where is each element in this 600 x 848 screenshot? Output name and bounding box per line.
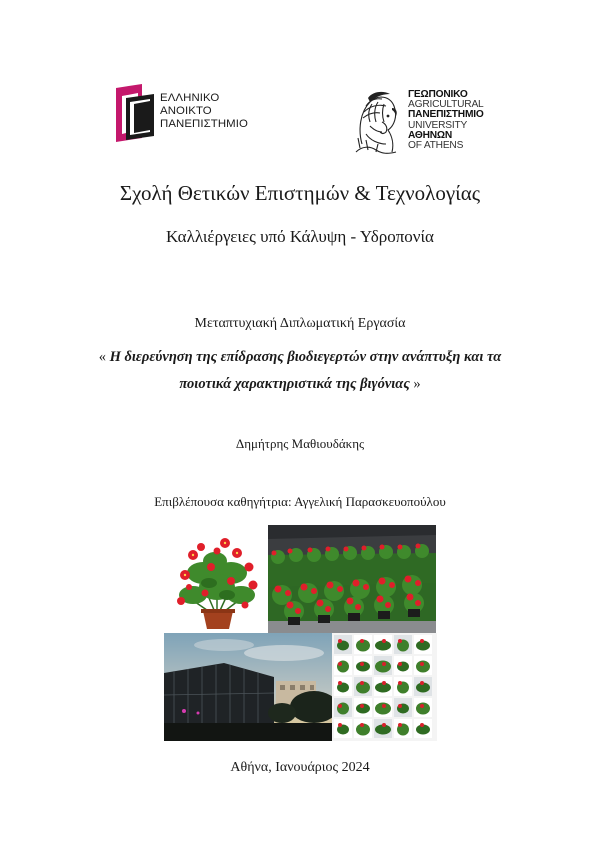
open-quote: « (98, 349, 106, 365)
aua-name-line3: ΠΑΝΕΠΙΣΤΗΜΙΟ (408, 109, 484, 121)
program-name: Καλλιέργειες υπό Κάλυψη - Υδροπονία (166, 227, 434, 246)
aua-name-line5: ΑΘΗΝΩΝ (408, 129, 453, 141)
aua-name-line2: AGRICULTURAL (408, 99, 484, 111)
plant-samples-grid-photo (332, 633, 437, 741)
aua-portrait-emblem-icon (348, 86, 406, 156)
aua-name-line1: ΓΕΩΠΟΝΙΚΟ (408, 89, 468, 100)
title-text-line1: Η διερεύνηση της επίδρασης βιοδιεγερτών στην ανάπτυξη και τα (109, 349, 502, 365)
thesis-title-line1 (0, 349, 600, 366)
title-text-line2: ποιοτικά χαρακτηριστικά της βιγόνιας (179, 376, 410, 392)
author-name: Δημήτρης Μαθιουδάκης (235, 436, 365, 451)
hou-name-line3: ΠΑΝΕΠΙΣΤΗΜΙΟ (160, 118, 248, 130)
thesis-type: Μεταπτυχιακή Διπλωματική Εργασία (194, 316, 406, 331)
aua-name-line6: OF ATHENS (408, 140, 464, 152)
hou-name-line2: ΑΝΟΙΚΤΟ (160, 105, 212, 117)
close-quote: » (413, 376, 421, 392)
hellenic-open-university-logo (116, 84, 286, 144)
aua-name-line4: UNIVERSITY (408, 119, 468, 131)
date-place: Αθήνα, Ιανουάριος 2024 (230, 760, 370, 775)
school-name: Σχολή Θετικών Επιστημών & Τεχνολογίας (119, 181, 481, 205)
agricultural-university-athens-logo (348, 86, 498, 156)
greenhouse-benches-photo (268, 525, 436, 633)
thesis-title-line2 (0, 376, 600, 393)
greenhouse-exterior-photo (164, 633, 332, 741)
begonia-pot-photo (165, 525, 268, 633)
hou-name-line1: ΕΛΛΗΝΙΚΟ (160, 92, 220, 104)
supervisor: Επιβλέπουσα καθηγήτρια: Αγγελική Παρασκευοπούλου (154, 494, 446, 509)
hou-emblem-icon (116, 84, 160, 144)
